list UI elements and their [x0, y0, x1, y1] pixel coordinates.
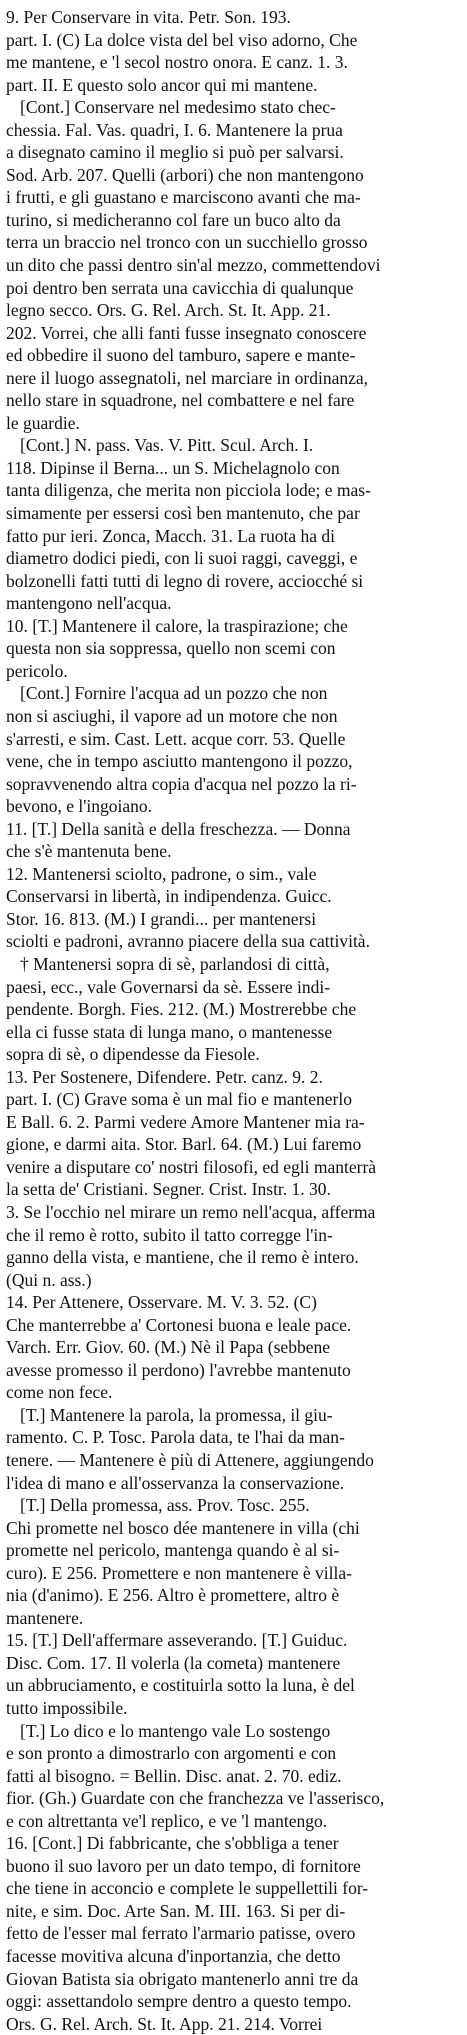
text-line: sopravvenendo altra copia d'acqua nel pozzo la ri-: [6, 773, 357, 794]
text-line: Varch. Err. Giov. 60. (M.) Nè il Papa (sebbene: [6, 1337, 330, 1358]
text-line: [Cont.] Conservare nel medesimo stato chec-: [20, 97, 336, 118]
text-line: non si asciughi, il vapore ad un motore che non: [6, 705, 338, 726]
text-line: simamente per essersi così ben mantenuto, che par: [6, 503, 360, 524]
text-line: un dito che passi dentro sin'al mezzo, commettendovi: [6, 255, 381, 276]
text-line: pericolo.: [6, 660, 68, 681]
text-line: Chi promette nel bosco dée mantenere in villa (chi: [6, 1517, 360, 1538]
text-line: part. I. (C) La dolce vista del bel viso adorno, Che: [6, 29, 358, 50]
text-line: questa non sia soppressa, quello non scemi con: [6, 638, 336, 659]
text-line: Ors. G. Rel. Arch. St. It. App. 21. 214. Vorrei: [6, 2013, 323, 2034]
text-line: mantengono nell'acqua.: [6, 593, 172, 614]
text-line: 9. Per Conservare in vita. Petr. Son. 193.: [6, 7, 291, 27]
text-line: legno secco. Ors. G. Rel. Arch. St. It. App. 21.: [6, 300, 331, 321]
text-line: fior. (Gh.) Guardate con che franchezza ve l'asserisco,: [6, 1788, 385, 1809]
text-line: pendente. Borgh. Fies. 212. (M.) Mostrerebbe che: [6, 999, 357, 1020]
text-line: s'arresti, e sim. Cast. Lett. acque corr. 53. Quelle: [6, 728, 346, 749]
text-line: [Cont.] Fornire l'acqua ad un pozzo che non: [20, 683, 328, 704]
text-line: gione, e darmi aita. Stor. Barl. 64. (M.) Lui faremo: [6, 1134, 362, 1155]
text-line: fetto de l'esser mal ferrato l'armario patisse, overo: [6, 1923, 356, 1944]
text-line: oggi: assettandolo sempre dentro a questo tempo.: [6, 1991, 352, 2012]
text-line: [T.] Lo dico e lo mantengo vale Lo sostengo: [20, 1720, 331, 1741]
text-line: 3. Se l'occhio nel mirare un remo nell'acqua, afferma: [6, 1201, 376, 1222]
text-line: Stor. 16. 813. (M.) I grandi... per mantenersi: [6, 908, 317, 929]
text-line: un abbruciamento, e costituirla sotto la luna, è del: [6, 1675, 355, 1696]
text-line: sciolti e padroni, avranno piacere della sua cattività.: [6, 931, 370, 952]
text-line: diametro dodici piedi, con li suoi raggi, caveggi, e: [6, 548, 358, 569]
text-line: curo). E 256. Promettere e non mantenere è villa-: [6, 1562, 352, 1583]
text-line: che s'è mantenuta bene.: [6, 841, 172, 862]
text-line: ella ci fusse stata di lunga mano, o mantenesse: [6, 1021, 333, 1042]
text-line: i frutti, e gli guastano e marciscono avanti che ma-: [6, 187, 361, 208]
text-line: poi dentro ben serrata una cavicchia di qualunque: [6, 277, 354, 298]
text-line: (Qui n. ass.): [6, 1269, 92, 1290]
text-line: la setta de' Cristiani. Segner. Crist. Instr. 1. 30.: [6, 1179, 331, 1200]
text-line: 14. Per Attenere, Osservare. M. V. 3. 52. (C): [6, 1292, 317, 1313]
text-line: vene, che in tempo asciutto mantengono il pozzo,: [6, 751, 353, 772]
text-line: mantenere.: [6, 1607, 84, 1628]
text-line: 118. Dipinse il Berna... un S. Michelagnolo con: [6, 457, 340, 478]
text-line: che tiene in acconcio e complete le suppellettili for-: [6, 1878, 369, 1899]
text-line: bevono, e l'ingoiano.: [6, 796, 153, 817]
text-line: chessia. Fal. Vas. quadri, I. 6. Mantenere la prua: [6, 119, 343, 140]
text-line: nite, e sim. Doc. Arte San. M. III. 163. Si per di-: [6, 1900, 346, 1921]
text-line: E Ball. 6. 2. Parmi vedere Amore Mantener mia ra-: [6, 1111, 365, 1132]
text-line: [T.] Mantenere la parola, la promessa, il giu-: [20, 1404, 333, 1425]
text-line: 202. Vorrei, che alli fanti fusse insegnato conoscere: [6, 322, 367, 343]
text-line: buono il suo lavoro per un dato tempo, di fornitore: [6, 1855, 361, 1876]
text-line: nere il luogo assegnatoli, nel marciare in ordinanza,: [6, 367, 369, 388]
text-line: e son pronto a dimostrarlo con argomenti e con: [6, 1743, 337, 1764]
text-line: 10. [T.] Mantenere il calore, la traspirazione; che: [6, 615, 348, 636]
text-line: che il remo è rotto, subito il tatto corregge l'in-: [6, 1224, 333, 1245]
text-line: ramento. C. P. Tosc. Parola data, te l'hai da man-: [6, 1427, 345, 1448]
text-line: ganno della vista, e mantiene, che il remo è intero.: [6, 1247, 359, 1268]
text-line: Giovan Batista sia obrigato mantenerlo anni tre da: [6, 1968, 359, 1989]
text-line: promette nel pericolo, mantenga quando è al si-: [6, 1540, 340, 1561]
text-line: Conservarsi in libertà, in indipendenza. Guicc.: [6, 886, 332, 907]
text-line: avesse promesso il perdono) l'avrebbe mantenuto: [6, 1359, 351, 1380]
text-line: a disegnato camino il meglio si può per salvarsi.: [6, 142, 344, 163]
text-line: terra un braccio nel tronco con un succhiello grosso: [6, 232, 368, 253]
text-line: 12. Mantenersi sciolto, padrone, o sim., vale: [6, 863, 317, 884]
text-line: l'idea di mano e all'osservanza la conservazione.: [6, 1472, 345, 1493]
text-line: nia (d'animo). E 256. Altro è promettere, altro è: [6, 1585, 340, 1606]
text-line: tenere. — Mantenere è più di Attenere, aggiungendo: [6, 1450, 374, 1470]
text-line: 15. [T.] Dell'affermare asseverando. [T.] Guiduc.: [6, 1630, 348, 1651]
text-line: 11. [T.] Della sanità e della freschezza. — Donna: [6, 818, 351, 839]
text-line: bolzonelli fatti tutti di legno di rovere, acciocché si: [6, 570, 364, 591]
text-line: 16. [Cont.] Di fabbricante, che s'obbliga a tener: [6, 1833, 339, 1854]
text-line: nello stare in squadrone, nel combattere e nel fare: [6, 390, 355, 411]
text-line: † Mantenersi sopra di sè, parlandosi di città,: [20, 953, 330, 974]
text-line: e con altrettanta ve'l replico, e ve 'l mantengo.: [6, 1810, 328, 1831]
text-line: fatti al bisogno. = Bellin. Disc. anat. 2. 70. ediz.: [6, 1765, 342, 1786]
text-line: Disc. Com. 17. Il volerla (la cometa) mantenere: [6, 1652, 341, 1673]
entry-text: [6, 6, 462, 2035]
text-line: venire a disputare co' nostri filosofi, ed egli manterrà: [6, 1156, 377, 1177]
text-line: part. I. (C) Grave soma è un mal fio e mantenerlo: [6, 1089, 352, 1110]
text-line: come non fece.: [6, 1382, 113, 1403]
text-line: Che manterrebbe a' Cortonesi buona e leale pace.: [6, 1314, 352, 1335]
text-line: facesse movitiva alcuna d'inportanzia, che detto: [6, 1946, 341, 1967]
text-line: fatto pur ieri. Zonca, Macch. 31. La ruota ha di: [6, 525, 335, 546]
text-line: 13. Per Sostenere, Difendere. Petr. canz. 9. 2.: [6, 1066, 323, 1087]
text-line: [Cont.] N. pass. Vas. V. Pitt. Scul. Arch. I.: [20, 435, 314, 456]
text-line: Sod. Arb. 207. Quelli (arbori) che non mantengono: [6, 164, 364, 185]
text-line: turino, si medicheranno col fare un buco alto da: [6, 209, 341, 230]
text-line: part. II. E questo solo ancor qui mi mantene.: [6, 74, 318, 95]
text-line: ed obbedire il suono del tamburo, sapere e mante-: [6, 345, 356, 366]
text-line: tutto impossibile.: [6, 1698, 128, 1719]
text-line: tanta diligenza, che merita non picciola lode; e mas-: [6, 480, 371, 501]
text-line: me mantene, e 'l secol nostro onora. E canz. 1. 3.: [6, 52, 348, 73]
text-line: [T.] Della promessa, ass. Prov. Tosc. 255.: [20, 1495, 310, 1516]
text-line: le guardie.: [6, 412, 80, 433]
text-line: paesi, ecc., vale Governarsi da sè. Essere indi-: [6, 976, 331, 997]
text-line: sopra di sè, o dipendesse da Fiesole.: [6, 1044, 260, 1065]
